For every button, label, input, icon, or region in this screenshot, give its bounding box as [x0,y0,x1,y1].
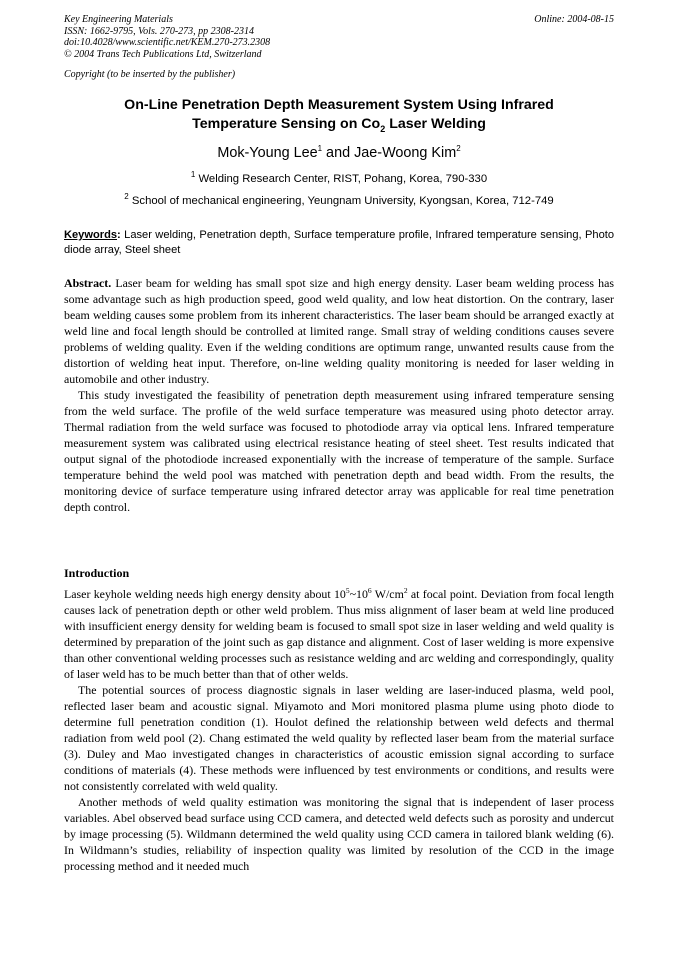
copyright-line: Copyright (to be inserted by the publisher) [64,69,236,80]
issn-line: ISSN: 1662-9795, Vols. 270-273, pp 2308-2314 [64,25,254,37]
online-date: Online: 2004-08-15 [534,14,614,25]
intro-paragraph-2: The potential sources of process diagnostic signals in laser welding are laser-induced plasma, weld pool, reflected laser beam and acoustic signal. Miyamoto and Mori monitored plasma plume using photo diode to determine full penetration condition (1). Houlot defined the relationship between weld defects and thermal radiation from weld pool (2). Chang estimated the weld quality by reflected laser beam from the material surface (3). Duley and Mao investigated changes in characteristics of acoustic emission signal according to surface conditions of materials (4). These methods were influenced by test environments or conditions, and results were not consistently correlated with weld quality. [64,683,614,793]
doi-line[interactable]: doi:10.4028/www.scientific.net/KEM.270-273.2308 [64,37,271,48]
author-1-mark: 1 [317,144,323,153]
author-2-mark: 2 [456,144,461,153]
affiliation-1-mark: 1 [190,170,196,179]
title-line-2-end: Laser Welding [385,116,486,132]
affiliation-2-text: School of mechanical engineering, Yeungnam University, Kyongsan, Korea, 712-749 [128,194,554,207]
affiliation-1 [64,170,614,185]
intro-p1-b: ~10 [349,587,368,601]
introduction-section [64,586,614,874]
author-list [64,144,614,161]
affiliation-2-mark: 2 [124,192,129,201]
keywords-text: Laser welding, Penetration depth, Surface temperature profile, Infrared temperature sensing, Photo diode array, Steel sheet [64,229,614,256]
intro-exp-2: 6 [367,586,372,596]
intro-p1-a: Laser keyhole welding needs high energy density about 10 [64,587,346,601]
abstract-paragraph-1 [64,275,614,387]
title-line-1: On-Line Penetration Depth Measurement System Using Infrared [124,97,554,113]
abstract-label: Abstract. [64,276,112,290]
intro-paragraph-3: Another methods of weld quality estimation was monitoring the signal that is independent of laser process variables. Abel observed bead surface using CCD camera, and detected weld defects such as porosity and undercut by image processing (5). Wildmann determined the weld quality using CCD camera in tailored blank welding (6). In Wildmann’s studies, reliability of inspection quality was limited by resolution of the CCD in the image processing method and it needed much [64,795,614,873]
journal-header [64,14,270,60]
abstract-p1-text: Laser beam for welding has small spot size and high energy density. Laser beam welding process has some advantage such as high production speed, good weld quality, and low heat distortion. On the contrary, laser beam welding causes some problem from its inherent characteristics. The laser beam should be arranged exactly at weld line and focal length should be controlled at limited range. Small stray of welding conditions causes severe problems of welding quality. Even if the welding conditions are optimum range, unwanted results cause from the distortion of welding heat input. Therefore, on-line welding quality monitoring is needed for laser welding in automobile and other industry. [64,276,614,386]
intro-p1-d: at focal point. Deviation from focal length causes lack of penetration depth or other weld problem. Thus miss alignment of laser beam at weld line produced with insufficient energy density for welding beam is focused to small spot size in laser welding and weld quality is determined by preparation of the joint such as gap distance and alignment. Cost of laser welding is more expensive than other conventional welding processes such as resistance welding and arc welding and correspondingly, quality of laser weld has to be much better than that of other welds. [64,587,615,681]
affiliation-2 [64,192,614,207]
intro-exp-3: 2 [403,586,408,596]
keywords-section [64,228,614,258]
intro-p1-c: W/cm [371,587,404,601]
title-line-2 [64,115,614,139]
title-subscript: 2 [380,123,386,134]
title-line-2-text: Temperature Sensing on Co [192,116,381,132]
keywords-colon: : [117,229,121,241]
journal-name: Key Engineering Materials [64,14,173,25]
intro-exp-1: 5 [345,586,350,596]
section-heading-introduction: Introduction [64,566,130,580]
publisher-line: © 2004 Trans Tech Publications Ltd, Switzerland [64,48,262,60]
abstract-section [64,275,614,515]
abstract-paragraph-2: This study investigated the feasibility of penetration depth measurement using infrared temperature sensing from the weld surface. The profile of the weld surface temperature was measured using photo detector array. Thermal radiation from the weld surface was focused to photodiode array via optical lens. Infrared temperature measurement system was calibrated using electrical resistance heating of steel sheet. Test results indicated that output signal of the photodiode increased exponentially with the increase of temperature of the sample. Surface temperature behind the weld pool was matched with penetration depth and bead width. From the results, the monitoring device of surface temperature using infrared detector array was applicable for real time penetration depth control. [64,388,614,514]
author-1: Mok-Young Lee [217,144,318,161]
author-2: Jae-Woong Kim [354,144,457,161]
intro-paragraph-1 [64,586,614,682]
paper-title [64,96,614,139]
affiliation-1-text: Welding Research Center, RIST, Pohang, Korea, 790-330 [195,172,488,185]
keywords-label: Keywords [64,229,118,241]
author-and: and [322,144,355,161]
